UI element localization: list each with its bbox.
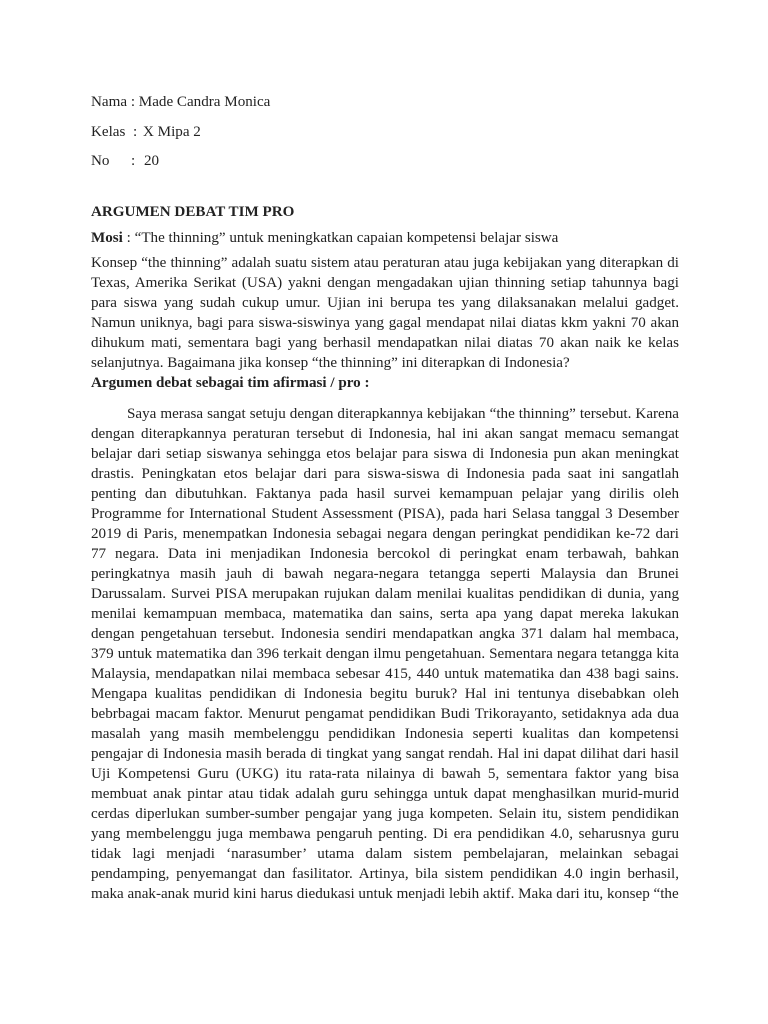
class-label: Kelas [91,123,126,140]
document-title: ARGUMEN DEBAT TIM PRO [91,203,295,220]
motion-line [91,228,679,248]
number-value: 20 [144,153,160,169]
name-line [91,92,679,112]
argument-paragraph: Saya merasa sangat setuju dengan diterapkannya kebijakan “the thinning” tersebut. Karena dengan diterapkannya peraturan tersebut di Indonesia, hal ini akan sangat memacu semangat belajar dari setiap siswanya sehingga etos belajar para siswa di Indonesia pun akan meningkat drastis. Peningkatan etos belajar dari para siswa-siswa di Indonesia pada saat ini sangatlah penting dan dibutuhkan. Faktanya pada hasil survei kemampuan pelajar yang dirilis oleh Programme for International Student Assessment (PISA), pada hari Selasa tanggal 3 Desember 2019 di Paris, menempatkan Indonesia sebagai negara dengan peringkat pendidikan ke-72 dari 77 negara. Data ini menjadikan Indonesia bercokol di peringkat enam terbawah, bahkan peringkatnya masih jauh di bawah negara-negara tetangga seperti Malaysia dan Brunei Darussalam. Survei PISA merupakan rujukan dalam menilai kualitas pendidikan di dunia, yang menilai kemampuan membaca, matematika dan sains, serta apa yang dapat mereka lakukan dengan pengetahuan tersebut. Indonesia sendiri mendapatkan angka 371 dalam hal membaca, 379 untuk matematika dan 396 terkait dengan ilmu pengetahuan. Sementara negara tetangga kita Malaysia, mendapatkan nilai membaca sebesar 415, 440 untuk matematika dan 438 bagi sains. Mengapa kualitas pendidikan di Indonesia begitu buruk? Hal ini tentunya disebabkan oleh bebrbagai macam faktor. Menurut pengamat pendidikan Budi Trikorayanto, setidaknya ada dua masalah yang masih membelenggu pendidikan Indonesia seperti kualitas dan kompetensi pengajar di Indonesia masih berada di tingkat yang sangat rendah. Hal ini dapat dilihat dari hasil Uji Kompetensi Guru (UKG) itu rata-rata nilainya di bawah 5, sementara faktor yang bisa membuat anak pintar atau tidak adalah guru sehingga untuk dapat menghasilkan murid-murid cerdas diperlukan sumber-sumber pengajar yang juga kompeten. Selain itu, sistem pendidikan yang membelenggu juga membawa pengaruh penting. Di era pendidikan 4.0, seharusnya guru tidak lagi menjadi ‘narasumber’ utama dalam sistem pembelajaran, melainkan sebagai pendamping, penyemangat dan fasilitator. Artinya, bila sistem pendidikan 4.0 ingin berhasil, maka anak-anak murid kini harus diedukasi untuk menjadi lebih aktif. Maka dari itu, konsep “the [91,405,679,902]
section-heading: Argumen debat sebagai tim afirmasi / pro : [91,374,370,391]
number-label: No [91,153,110,169]
motion-label: Mosi [91,229,123,246]
document-content [91,92,679,904]
name-text: Nama : Made Candra Monica [91,94,271,110]
number-line [91,151,679,171]
intro-paragraph: Konsep “the thinning” adalah suatu sistem atau peraturan atau juga kebijakan yang diterapkan di Texas, Amerika Serikat (USA) yakni dengan mengadakan ujian thinning setiap tahunnya bagi para siswa yang sudah cukup umur. Ujian ini berupa tes yang dilaksanakan melalui gadget. Namun uniknya, bagi para siswa-siswinya yang gagal mendapat nilai diatas kkm yakni 70 akan dihukum mati, sementara bagi yang berhasil mendapatkan nilai diatas 70 akan naik ke kelas selanjutnya. Bagaimana jika konsep “the thinning” ini diterapkan di Indonesia? [91,254,679,371]
motion-text: : “The thinning” untuk meningkatkan capaian kompetensi belajar siswa [122,229,559,246]
title-spacer [91,181,679,202]
number-separator: : [131,153,136,169]
class-line [91,122,679,142]
class-value: X Mipa 2 [143,123,201,140]
class-separator: : [133,123,138,140]
